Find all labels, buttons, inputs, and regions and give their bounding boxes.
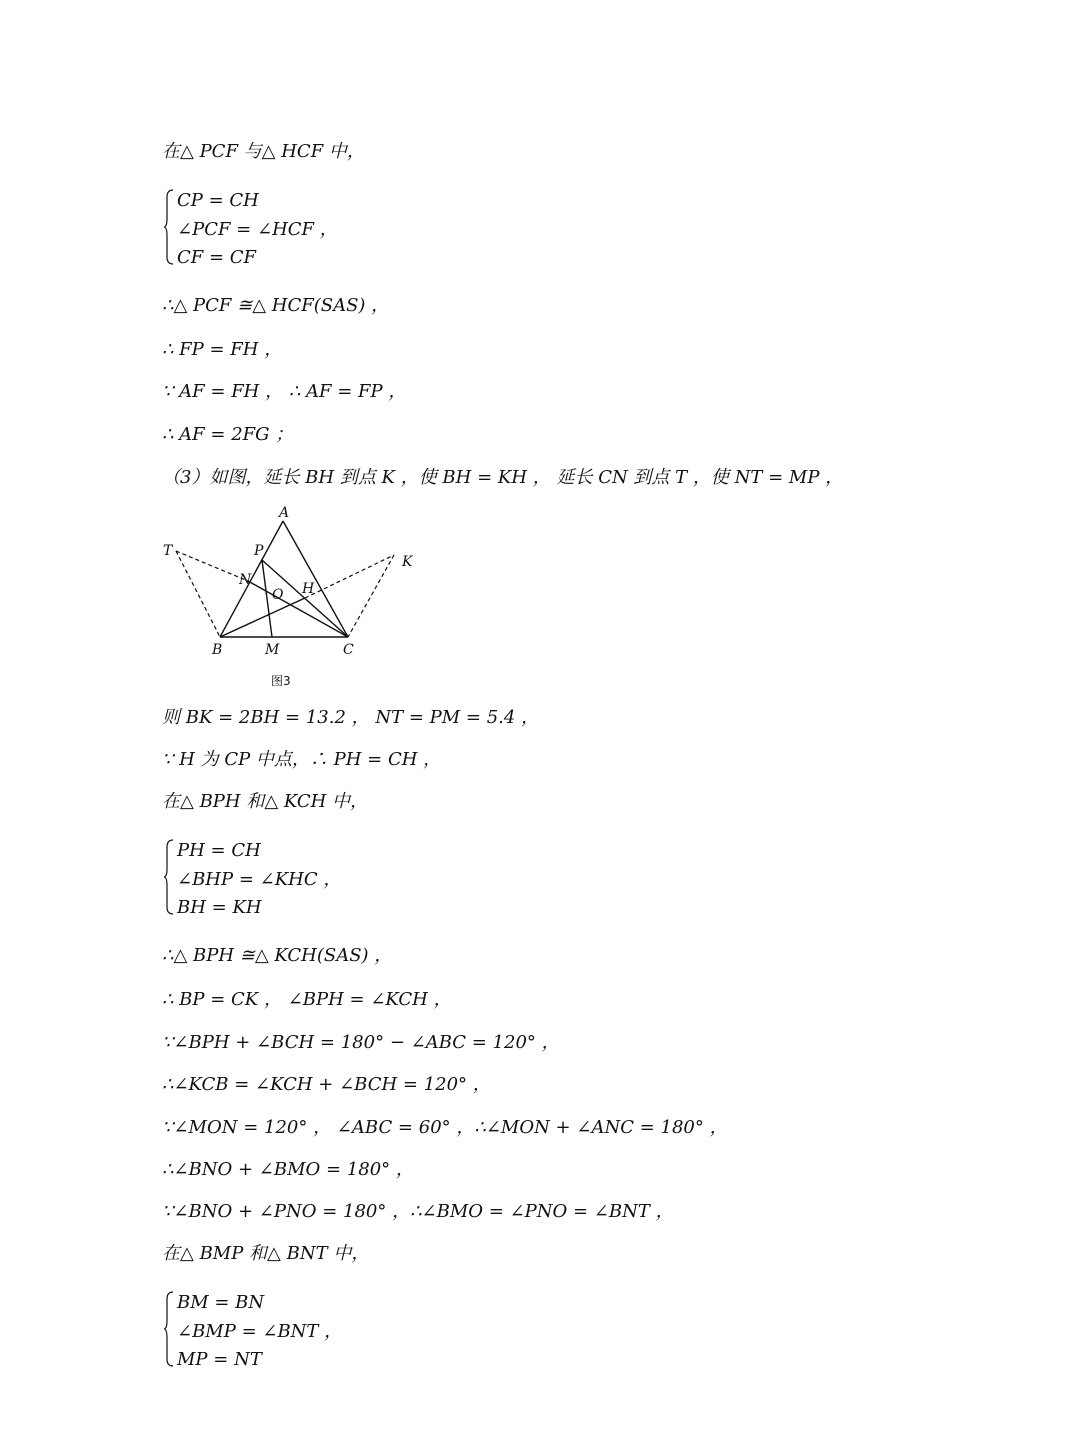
left-brace xyxy=(164,839,174,915)
segment-pm xyxy=(262,560,272,637)
text-line-15: ∴∠BNO + ∠BMO = 180° ， xyxy=(162,1159,414,1180)
segment-ab xyxy=(220,521,283,637)
text-line-5: ∴ AF = 2FG ； xyxy=(162,424,294,445)
label-a: A xyxy=(279,505,290,521)
text-line-11: ∴ BP = CK ， ∠BPH = ∠KCH ， xyxy=(162,989,452,1010)
system-row: MP = NT xyxy=(177,1349,262,1370)
text-line-8: ∵ H 为 CP 中点，∴ PH = CH ， xyxy=(162,749,442,770)
dashed-hk xyxy=(305,555,394,598)
figure-caption: 图3 xyxy=(271,674,291,688)
text-line-13: ∴∠KCB = ∠KCH + ∠BCH = 120° ， xyxy=(162,1074,491,1095)
text-line-12: ∵∠BPH + ∠BCH = 180° − ∠ABC = 120° ， xyxy=(162,1032,560,1053)
label-o: O xyxy=(272,587,284,603)
geometry-figure xyxy=(158,505,418,665)
text-line-6: （3）如图，延长 BH 到点 K ，使 BH = KH ， 延长 CN 到点 T ，使 NT = MP ， xyxy=(162,467,844,488)
left-brace xyxy=(164,189,174,265)
text-line-7: 则 BK = 2BH = 13.2 ， NT = PM = 5.4 ， xyxy=(162,707,540,728)
text-line-3: ∴ FP = FH ， xyxy=(162,339,283,360)
text-line-17: 在△ BMP 和△ BNT 中， xyxy=(162,1243,370,1264)
text-line-10: ∴△ BPH ≅△ KCH(SAS) ， xyxy=(162,945,393,966)
label-t: T xyxy=(163,543,173,559)
system-row: ∠PCF = ∠HCF ， xyxy=(177,218,338,240)
system-row: PH = CH xyxy=(177,840,261,861)
text-line-2: ∴△ PCF ≅△ HCF(SAS) ， xyxy=(162,295,390,316)
segment-bh xyxy=(220,598,305,637)
label-k: K xyxy=(402,554,413,570)
system-row: ∠BMP = ∠BNT ， xyxy=(177,1320,343,1342)
label-m: M xyxy=(265,642,280,658)
system-row: BM = BN xyxy=(177,1292,265,1313)
text-line-9: 在△ BPH 和△ KCH 中， xyxy=(162,791,369,812)
text-line-16: ∵∠BNO + ∠PNO = 180° ，∴∠BMO = ∠PNO = ∠BNT ， xyxy=(162,1201,674,1222)
text-line-1: 在△ PCF 与△ HCF 中， xyxy=(162,141,365,162)
dashed-kc xyxy=(348,555,394,637)
system-row: CF = CF xyxy=(177,247,257,268)
dashed-tn xyxy=(176,551,248,581)
label-n: N xyxy=(239,572,252,588)
label-h: H xyxy=(302,581,315,597)
system-row: ∠BHP = ∠KHC ， xyxy=(177,868,342,890)
text-line-4: ∵ AF = FH ， ∴ AF = FP ， xyxy=(162,381,407,402)
left-brace xyxy=(164,1291,174,1367)
label-p: P xyxy=(254,543,264,559)
dashed-bt xyxy=(176,551,220,637)
label-b: B xyxy=(212,642,223,658)
system-row: BH = KH xyxy=(177,897,262,918)
text-line-14: ∵∠MON = 120° ， ∠ABC = 60° ，∴∠MON + ∠ANC = 180° ， xyxy=(162,1117,728,1138)
label-c: C xyxy=(343,642,354,658)
system-row: CP = CH xyxy=(177,190,259,211)
